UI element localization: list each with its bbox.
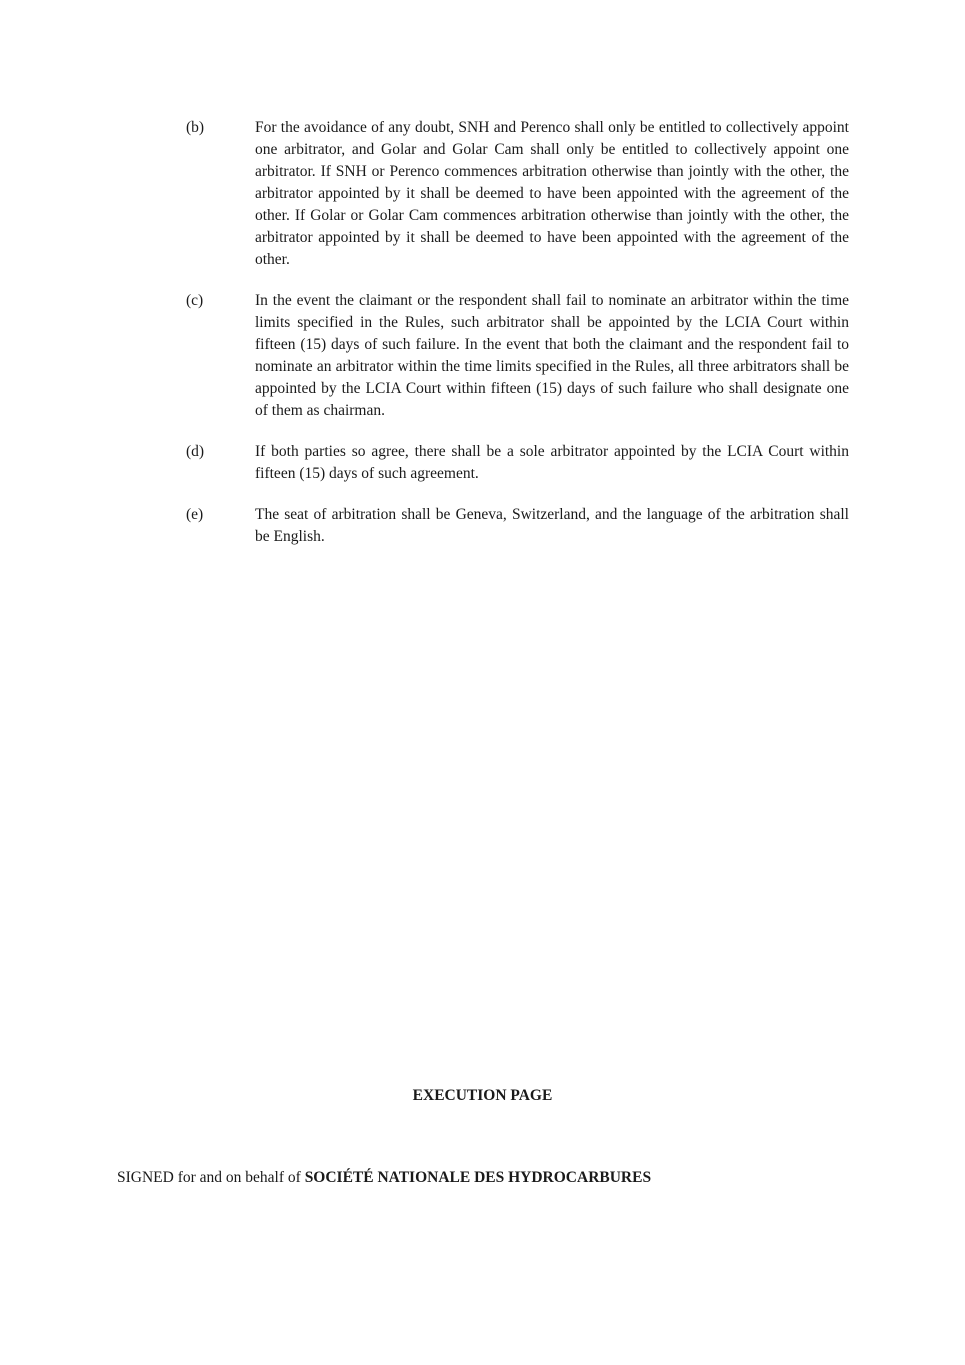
execution-page-heading: EXECUTION PAGE [412,1087,553,1104]
signed-prefix: SIGNED for and on behalf of [117,1169,305,1186]
clause-text: In the event the claimant or the respondent shall fail to nominate an arbitrator within the time limits specified in the Rules, such arbitrator shall be appointed by the LCIA Court within fifteen (15) days of such failure. In the event that both the claimant and the respondent fail to nominate an arbitrator within the time limits specified in the Rules, all three arbitrators shall be appointed by the LCIA Court within fifteen (15) days of such failure who shall designate one of them as chairman. [255,292,849,419]
clause-text: The seat of arbitration shall be Geneva, Switzerland, and the language of the arbitration shall be English. [255,506,849,545]
signature-line [117,1167,651,1189]
arbitration-clauses [186,117,849,567]
clause-d [186,441,849,485]
clause-c [186,290,849,422]
clause-marker: (b) [186,119,205,136]
clause-text: If both parties so agree, there shall be a sole arbitrator appointed by the LCIA Court within fifteen (15) days of such agreement. [255,443,849,482]
clause-marker: (e) [186,506,204,523]
signed-party-name: SOCIÉTÉ NATIONALE DES HYDROCARBURES [304,1169,652,1186]
clause-marker: (d) [186,443,205,460]
clause-b [186,117,849,271]
clause-text: For the avoidance of any doubt, SNH and Perenco shall only be entitled to collectively appoint one arbitrator, and Golar and Golar Cam shall only be entitled to collectively appoint one arbitrator. If SNH or Perenco commences arbitration otherwise than jointly with the other, the arbitrator appointed by it shall be deemed to have been appointed with the agreement of the other. If Golar or Golar Cam commences arbitration otherwise than jointly with the other, the arbitrator appointed by it shall be deemed to have been appointed with the agreement of the other. [255,119,849,268]
clause-marker: (c) [186,292,204,309]
clause-e [186,504,849,548]
